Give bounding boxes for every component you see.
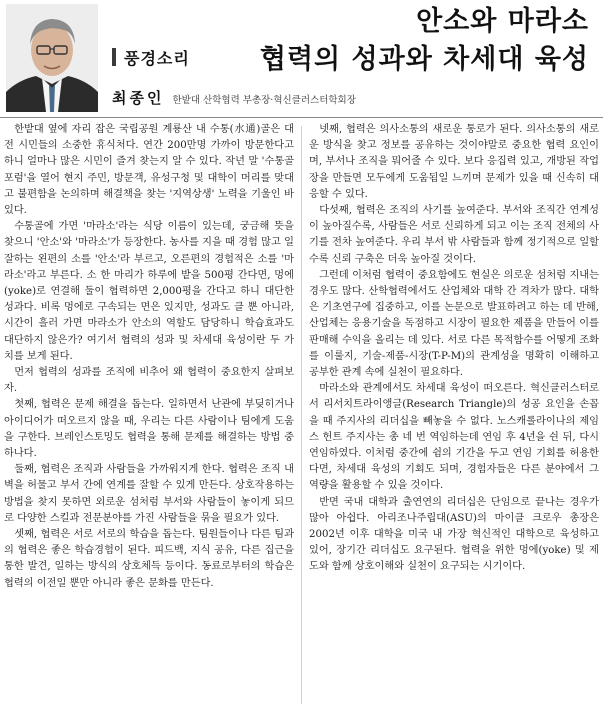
paragraph: 셋째, 협력은 서로 서로의 학습을 돕는다. 팀원들이나 다른 팀과의 협력은 좋은 학습경험이 된다. 피드백, 지식 공유, 다른 집근을 통한 발견, 일하는 방식의 상호체득 등이다. 동료로부터의 학습은 협력의 이전일 뿐만 아니라 좋은 문화를 만든다. <box>4 529 294 589</box>
paragraph: 한밭대 옆에 자리 잡은 국립공원 계룡산 내 수통(水通)골은 대전 시민들의 소중한 휴식처다. 연간 200만명 가까이 방문한다고 하니 얼마나 많은 시민이 즐겨 찾는지 알 수 있다. 작년 말 '수통골포럼'을 열어 현지 주민, 방문객, 유성구청 및 대학이 머리를 맞대고 불편함을 논의하며 해결책을 찾는 '지역상생' 노력을 기울인 바 있다. <box>4 124 294 217</box>
author-affiliation: 한밭대 산학협력 부총장·혁신클러스터학회장 <box>172 95 356 106</box>
paragraph: 수통골에 가면 '마라소'라는 식당 이름이 있는데, 궁금해 뜻을 찾으니 '안소'와 '마라소'가 등장한다. 농사를 지을 때 경험 많고 일 잘하는 왼편의 소를 '안소'라 부르고, 오른편의 경험적은 소를 '마라소'라고 부른다. 소 한 마리가 하루에 밭을 500평 간다면, 멍에(yoke)로 연결해 둘이 협력하면 2,000평을 간다고 하니 대단한 성과다. 비록 멍에로 구속되는 면은 있지만, 성과도 클 뿐 아니라, 시간이 흘러 가면 마라소가 안소의 역할도 담당하니 학습효과도 대단하지 않은가? 여기서 협력의 성과 및 차세대 육성이란 두 가치를 보게 된다. <box>4 221 294 362</box>
article-body <box>0 122 603 707</box>
paragraph: 다섯째, 협력은 조직의 사기를 높여준다. 부서와 조직간 연계성이 높아질수록, 사람들은 서로 신뢰하게 되고 이는 조직 전체의 사기를 전차 높여준다. 우리 부서 밖 사람들과 함께 정기적으로 일할수록 신뢰 구축은 더욱 높아질 것이다. <box>309 205 599 265</box>
paragraph: 그런데 이처럼 협력이 중요함에도 현실은 의로운 섬처럼 지내는 경우도 많다. 산학협력에서도 산업체와 대학 간 격차가 많다. 대학은 기초연구에 집중하고, 이를 논문으로 발표하려고 하는 데 반해, 산업체는 응용기술을 독점하고 시장이 필요한 제품을 만들어 이를 판매해 수익을 올리는 데 있다. 서로 다른 목적함수를 어떻게 조화를 이룰지, 기술-제품-시장(T-P-M)의 관계성을 명확히 이해하고 공부한 관계 속에 실천이 필요하다. <box>309 269 599 379</box>
column-name: 풍경소리 <box>124 48 190 68</box>
paragraph: 둘째, 협력은 조직과 사람들을 가까워지게 한다. 협력은 조직 내 벽을 허물고 부서 간에 연계를 잘할 수 있게 만든다. 상호작용하는 방법을 찾지 못하면 외로운 섬처럼 부서와 사람들이 놓이게 되므로 다양한 스킬과 전문분야를 가진 사람들을 묶을 필요가 있다. <box>4 464 294 524</box>
title-line-2: 협력의 성과와 차세대 육성 <box>259 44 589 75</box>
left-column <box>4 122 294 707</box>
article-header <box>0 0 603 118</box>
byline <box>112 87 356 108</box>
paragraph: 마라소와 관계에서도 차세대 육성이 떠오른다. 혁신클러스터로서 리서치트라이앵글(Research Triangle)의 성공 요인을 손꼽을 때 주지사의 리더십을 빼놓을 수 없다. 노스캐롤라이나의 제임스 헌트 주지사는 총 네 번 역임하는데 연임 후 4년을 쉰 뒤, 다시 연임하였다. 이처럼 중간에 쉼의 기간을 두고 연임 기회를 허용한다면, 차세대 육성의 기회도 되며, 경험자들은 다른 분야에서 그 역량을 활용할 수 있을 것이다. <box>309 383 599 492</box>
column-divider <box>301 126 302 704</box>
paragraph: 반면 국내 대학과 출연연의 리더십은 단임으로 끝나는 경우가 많아 아쉽다. 아리조나주립대(ASU)의 마이클 크로우 총장은 2002년 이후 대학을 미국 내 가장 혁신적인 대학으로 육성하고 있어, 장기간 리더십도 요구된다. 협력을 위한 멍에(yoke) 및 제도와 함께 상호이해와 실천이 요구되는 시기이다. <box>309 496 599 573</box>
header-rule <box>0 117 603 118</box>
article-title <box>260 4 589 78</box>
paragraph: 넷째, 협력은 의사소통의 새로운 통로가 된다. 의사소통의 새로운 방식을 찾고 정보를 공유하는 것이야말로 중요한 협력 요인이며, 부서나 조직을 뭐어줄 수 있다. 보다 응집력 있고, 개방된 작업장을 만들면 모두에게 도움됨일 느끼며 문제가 있을 때 신속히 대응할 수 있다. <box>309 124 599 200</box>
paragraph: 먼저 협력의 성과를 조직에 비추어 왜 협력이 중요한지 살펴보자. <box>4 367 294 395</box>
vertical-bar-icon <box>112 48 116 66</box>
author-portrait-icon <box>6 4 98 112</box>
column-tag <box>112 46 190 68</box>
paragraph: 첫째, 협력은 문제 해결을 돕는다. 일하면서 난관에 부딪히거나 아이디어가 떠오르지 않을 때, 우리는 다른 사람이나 팀에게 도움을 구한다. 브레인스토밍도 협력을 통해 문제를 해결하는 방법 중 하나다. <box>4 399 294 460</box>
author-photo <box>6 4 98 112</box>
author-name: 최종인 <box>112 89 165 107</box>
right-column <box>309 122 599 707</box>
title-line-1: 안소와 마라소 <box>416 6 589 37</box>
